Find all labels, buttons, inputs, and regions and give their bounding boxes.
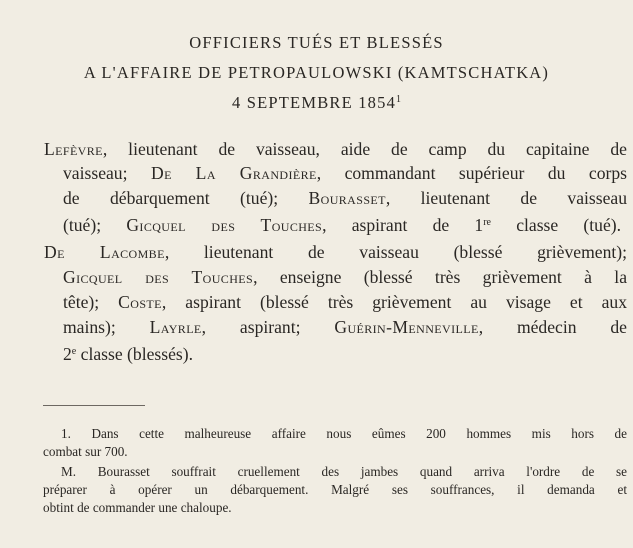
officer-name: Guérin-Menneville [334,317,479,337]
paragraph-2-line-1: De Lacombe, lieutenant de vaisseau (blessé grièvement); [44,242,627,262]
paragraph-2-line-3: tête); Coste, aspirant (blessé très grièvement au visage et aux [63,292,627,312]
heading-date [0,93,633,113]
footnote-2-line-1: M. Bourasset souffrait cruellement des jambes quand arriva l'ordre de se [61,464,627,479]
footnote-2-line-2: préparer à opérer un débarquement. Malgré ses souffrances, il demanda et [43,482,627,497]
paragraph-2-line-2: Gicquel des Touches, enseigne (blessé très grièvement à la [63,267,627,287]
officer-name: Gicquel des Touches [63,267,254,287]
officer-name: De Lacombe [44,242,165,262]
paragraph-1-line-3: de débarquement (tué); Bourasset, lieutenant de vaisseau [63,188,627,208]
footnote-1-line-1: 1. Dans cette malheureuse affaire nous eûmes 200 hommes mis hors de [61,426,627,441]
officer-name: Coste [118,292,162,312]
paragraph-1-line-2: vaisseau; De La Grandière, commandant supérieur du corps [63,163,628,183]
officer-name: Bourasset [308,188,386,208]
heading-date-text: 4 SEPTEMBRE 1854 [231,93,397,112]
officer-name: Lefèvre [44,139,103,159]
footnote-1-line-2: combat sur 700. [43,444,128,459]
heading-line-2: A L'AFFAIRE DE PETROPAULOWSKI (KAMTSCHATKA) [83,63,550,82]
officer-name: Gicquel des Touches [126,215,323,235]
paragraph-1-line-1: Lefèvre, lieutenant de vaisseau, aide de camp du capitaine de [44,139,627,159]
paragraph-2-line-5: 2e classe (blessés). [63,344,194,364]
officer-name: De La Grandière [150,163,317,183]
paragraph-2-line-4: mains); Layrle, aspirant; Guérin-Menneville, médecin de [63,317,627,337]
footnote-mark: 1 [396,94,402,105]
heading-line-1: OFFICIERS TUÉS ET BLESSÉS [189,33,444,52]
officer-name: Layrle [149,317,202,337]
paragraph-1-line-4: (tué); Gicquel des Touches, aspirant de 1re classe (tué). [63,215,622,235]
footnote-2-line-3: obtint de commander une chaloupe. [43,500,232,515]
footnote-separator [43,405,145,406]
